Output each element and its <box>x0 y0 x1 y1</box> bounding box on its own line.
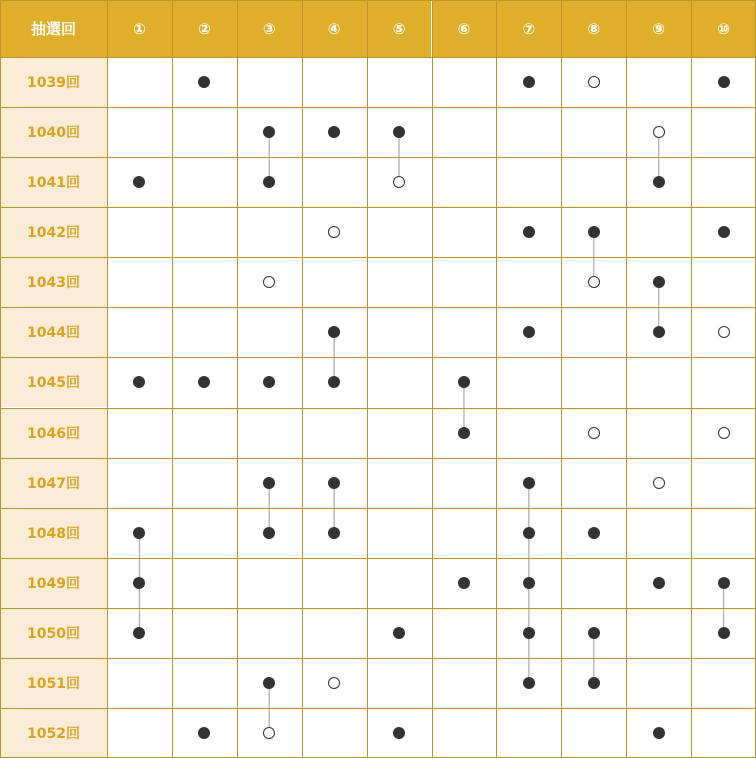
drawn-number-mark <box>588 226 600 238</box>
drawn-number-mark <box>328 527 340 539</box>
row-label: 1040回 <box>0 107 107 157</box>
drawn-number-mark <box>523 326 535 338</box>
drawn-number-mark <box>523 477 535 489</box>
bonus-number-mark <box>328 677 340 689</box>
drawn-number-mark <box>458 577 470 589</box>
row-label: 1052回 <box>0 708 107 758</box>
header-corner-label: 抽選回 <box>0 0 107 57</box>
drawn-number-mark <box>523 226 535 238</box>
drawn-number-mark <box>653 326 665 338</box>
drawn-number-mark <box>328 326 340 338</box>
column-header: ⑤ <box>367 0 432 57</box>
row-label: 1042回 <box>0 207 107 257</box>
column-header: ⑦ <box>496 0 561 57</box>
drawn-number-mark <box>328 126 340 138</box>
bonus-number-mark <box>263 276 275 288</box>
column-header: ⑩ <box>691 0 756 57</box>
row-label: 1039回 <box>0 57 107 107</box>
bonus-number-mark <box>328 226 340 238</box>
drawn-number-mark <box>133 376 145 388</box>
row-label: 1043回 <box>0 257 107 307</box>
drawn-number-mark <box>393 627 405 639</box>
drawn-number-mark <box>523 527 535 539</box>
drawn-number-mark <box>588 627 600 639</box>
row-label: 1047回 <box>0 458 107 508</box>
drawn-number-mark <box>523 76 535 88</box>
bonus-number-mark <box>653 126 665 138</box>
drawn-number-mark <box>588 527 600 539</box>
row-label: 1049回 <box>0 558 107 608</box>
row-label: 1051回 <box>0 658 107 708</box>
drawn-number-mark <box>263 677 275 689</box>
drawn-number-mark <box>263 176 275 188</box>
column-header: ③ <box>237 0 302 57</box>
drawn-number-mark <box>458 376 470 388</box>
bonus-number-mark <box>263 727 275 739</box>
drawn-number-mark <box>523 577 535 589</box>
drawn-number-mark <box>588 677 600 689</box>
bonus-number-mark <box>718 326 730 338</box>
drawn-number-mark <box>653 176 665 188</box>
drawn-number-mark <box>133 627 145 639</box>
row-label: 1041回 <box>0 157 107 207</box>
drawn-number-mark <box>263 126 275 138</box>
drawn-number-mark <box>718 577 730 589</box>
drawn-number-mark <box>653 577 665 589</box>
drawn-number-mark <box>133 527 145 539</box>
drawn-number-mark <box>198 76 210 88</box>
column-header: ① <box>107 0 172 57</box>
column-header: ⑨ <box>626 0 691 57</box>
bonus-number-mark <box>588 76 600 88</box>
row-label: 1046回 <box>0 408 107 458</box>
drawn-number-mark <box>393 727 405 739</box>
bonus-number-mark <box>393 176 405 188</box>
column-header: ⑧ <box>561 0 626 57</box>
drawn-number-mark <box>653 276 665 288</box>
bonus-number-mark <box>588 427 600 439</box>
drawn-number-mark <box>263 527 275 539</box>
drawn-number-mark <box>653 727 665 739</box>
drawn-number-mark <box>328 477 340 489</box>
drawn-number-mark <box>523 627 535 639</box>
row-label: 1050回 <box>0 608 107 658</box>
row-label: 1048回 <box>0 508 107 558</box>
row-label: 1044回 <box>0 307 107 357</box>
drawn-number-mark <box>458 427 470 439</box>
drawn-number-mark <box>523 677 535 689</box>
bonus-number-mark <box>653 477 665 489</box>
drawn-number-mark <box>718 76 730 88</box>
drawn-number-mark <box>718 226 730 238</box>
column-header: ⑥ <box>432 0 497 57</box>
drawn-number-mark <box>198 727 210 739</box>
drawn-number-mark <box>718 627 730 639</box>
bonus-number-mark <box>588 276 600 288</box>
bonus-number-mark <box>718 427 730 439</box>
drawn-number-mark <box>133 577 145 589</box>
drawn-number-mark <box>263 477 275 489</box>
drawn-number-mark <box>328 376 340 388</box>
drawn-number-mark <box>198 376 210 388</box>
column-header: ② <box>172 0 237 57</box>
drawn-number-mark <box>393 126 405 138</box>
column-header: ④ <box>302 0 367 57</box>
row-label: 1045回 <box>0 357 107 407</box>
drawn-number-mark <box>133 176 145 188</box>
drawn-number-mark <box>263 376 275 388</box>
